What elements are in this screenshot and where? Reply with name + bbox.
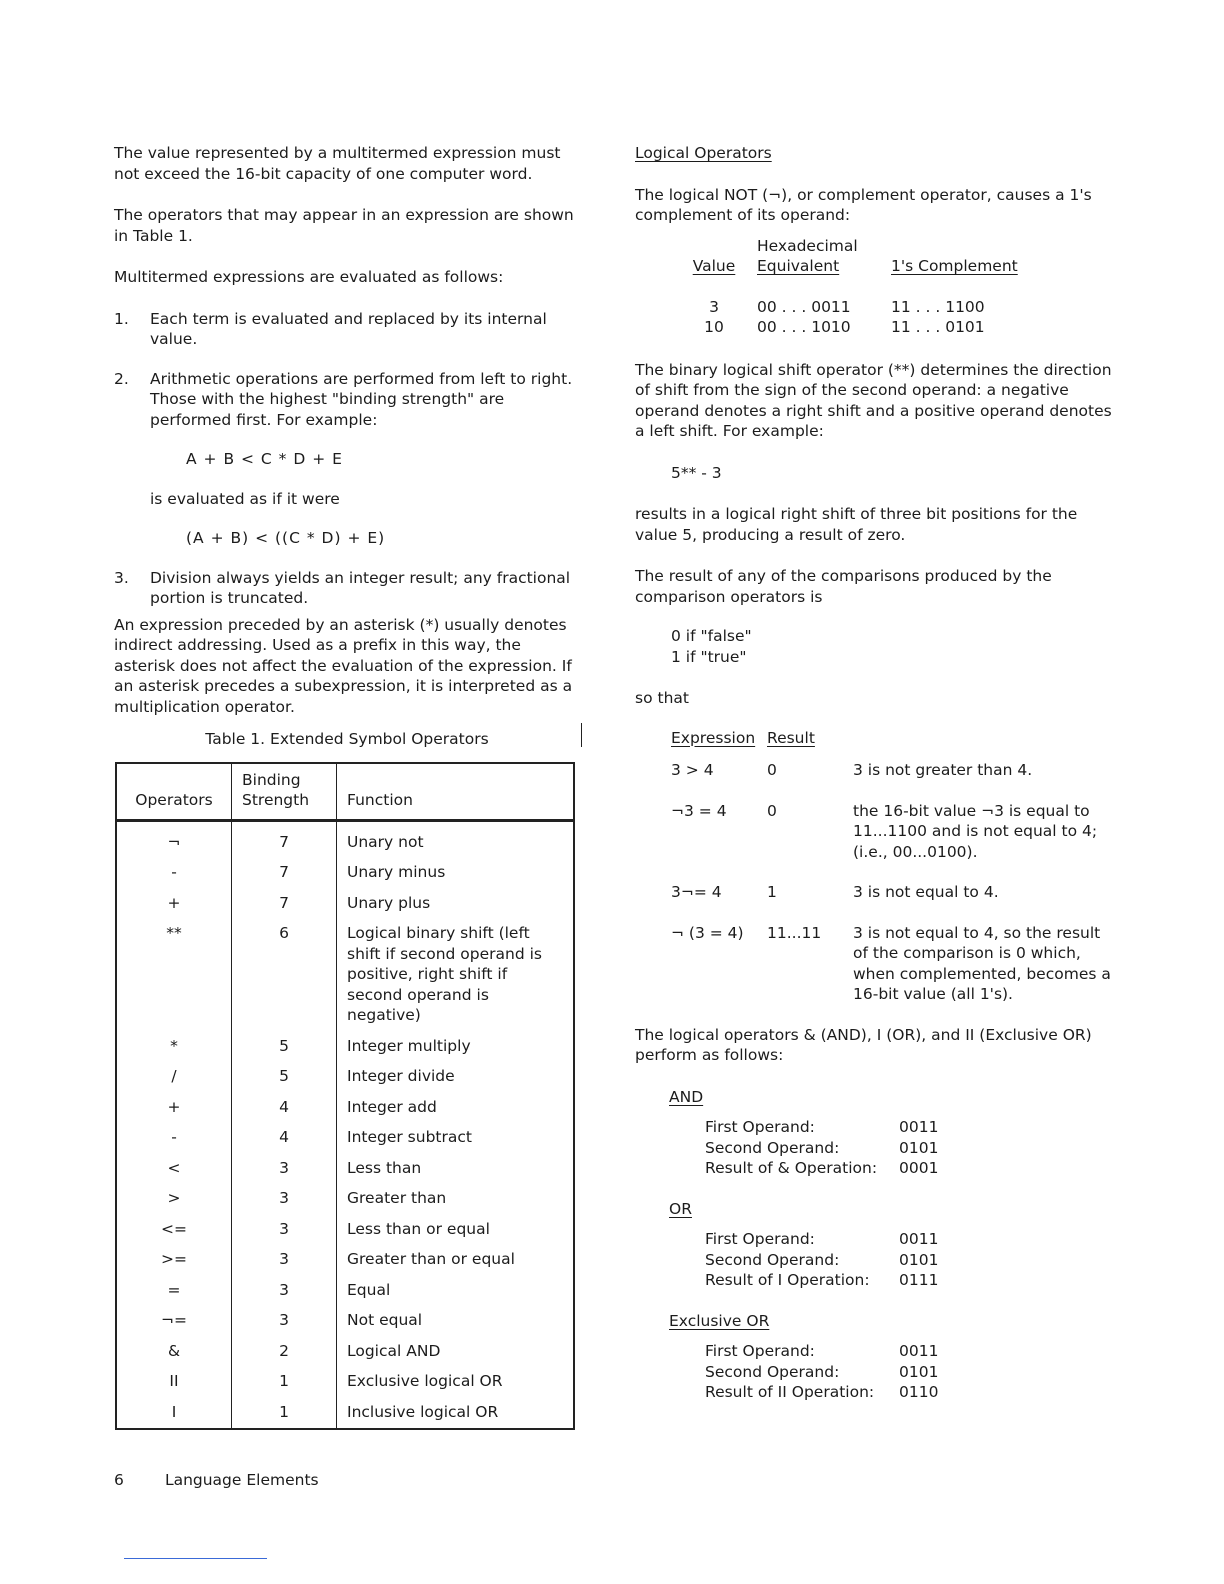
function-cell: Integer multiply: [337, 1031, 575, 1062]
table-row: [116, 1366, 574, 1397]
explanation-cell: 3 is not equal to 4, so the result of the comparison is 0 which, when complemented, becomes a 16-bit value (all 1's).: [853, 923, 1111, 1003]
results-header: [671, 728, 1113, 749]
value-cell: 10: [704, 318, 724, 336]
function-cell: Greater than: [337, 1183, 575, 1214]
binding-strength-cell: 3: [232, 1305, 337, 1336]
operand-label: Second Operand:: [705, 1138, 840, 1157]
binding-strength-cell: 7: [232, 820, 337, 857]
binding-strength-cell: 6: [232, 918, 337, 1031]
binding-strength-cell: 3: [232, 1214, 337, 1245]
list-item-3: [114, 568, 580, 609]
operand-label: First Operand:: [705, 1230, 815, 1248]
operand-row: [705, 1158, 1113, 1179]
operator-cell: <: [167, 1158, 181, 1177]
operator-cell: -: [171, 863, 177, 881]
operand-label: First Operand:: [705, 1342, 815, 1360]
expression-cell: ¬3 = 4: [671, 801, 727, 820]
operator-cell: I: [171, 1402, 177, 1421]
binding-strength-cell: 7: [232, 857, 337, 888]
result-row: [671, 882, 1113, 903]
binding-strength-cell: 3: [232, 1275, 337, 1306]
change-bar: [581, 723, 582, 747]
paragraph-logical-not: The logical NOT (¬), or complement operator, causes a 1's complement of its operand:: [635, 185, 1092, 224]
paragraph-logical-ops: The logical operators & (AND), I (OR), and II (Exclusive OR) perform as follows:: [635, 1025, 1092, 1064]
binding-strength-cell: 2: [232, 1336, 337, 1367]
operand-label: Result of II Operation:: [705, 1383, 875, 1401]
operand-row: [705, 1341, 1113, 1362]
table-header-row: [116, 763, 574, 821]
paragraph-comparisons: The result of any of the comparisons produced by the comparison operators is: [635, 567, 1052, 606]
and-title: AND: [669, 1087, 704, 1106]
table-caption-text: Table 1. Extended Symbol Operators: [205, 730, 489, 748]
function-cell: Inclusive logical OR: [337, 1397, 575, 1430]
function-cell: Less than: [337, 1153, 575, 1184]
table-row: [116, 1061, 574, 1092]
table-row: [116, 918, 574, 1031]
and-block: [669, 1087, 1113, 1179]
operators-table: [115, 762, 575, 1431]
paragraph-word-capacity: The value represented by a multitermed expression must not exceed the 16-bit capacity of one computer word.: [114, 144, 561, 183]
binding-strength-cell: 1: [232, 1366, 337, 1397]
list-number: 3.: [114, 568, 129, 587]
header-binding-strength: Binding Strength: [232, 763, 337, 821]
binding-strength-cell: 3: [232, 1183, 337, 1214]
function-cell: Greater than or equal: [337, 1244, 575, 1275]
expression-cell: 3 > 4: [671, 761, 714, 779]
function-cell: Logical AND: [337, 1336, 575, 1367]
xor-block: [669, 1311, 1113, 1403]
list-text: Arithmetic operations are performed from left to right. Those with the highest "binding strength" are performed first. For example:: [150, 369, 573, 429]
operand-label: Result of & Operation:: [705, 1159, 878, 1177]
binding-strength-cell: 4: [232, 1092, 337, 1123]
table-row: [116, 888, 574, 919]
table-row: [116, 1214, 574, 1245]
table-row: [116, 1031, 574, 1062]
function-cell: Unary not: [337, 820, 575, 857]
or-title: OR: [669, 1199, 692, 1218]
binding-strength-cell: 5: [232, 1061, 337, 1092]
function-cell: Unary minus: [337, 857, 575, 888]
header-equivalent: Equivalent: [757, 257, 840, 275]
result-cell: 11...11: [767, 923, 822, 942]
table-row: [116, 1183, 574, 1214]
table-row: [116, 1336, 574, 1367]
list-text: Division always yields an integer result; any fractional portion is truncated.: [150, 568, 571, 607]
complement-header-top: [671, 236, 1113, 257]
header-hexadecimal: Hexadecimal: [757, 236, 858, 255]
paragraph-shift-operator: The binary logical shift operator (**) determines the direction of shift from the sign of the second operand: a negative operand denotes a right shift and a positive operand denotes a left shift. For example:: [635, 360, 1112, 440]
paragraph-evaluation-intro: Multitermed expressions are evaluated as follows:: [114, 268, 504, 286]
table-row: [116, 1153, 574, 1184]
table-row: [116, 820, 574, 857]
header-complement: 1's Complement: [891, 257, 1018, 275]
shift-example: 5** - 3: [671, 463, 722, 482]
operand-value: 0101: [899, 1250, 939, 1269]
operand-label: Second Operand:: [705, 1250, 840, 1269]
operator-cell: -: [171, 1128, 177, 1146]
binding-strength-cell: 4: [232, 1122, 337, 1153]
function-cell: Equal: [337, 1275, 575, 1306]
operand-value: 0101: [899, 1138, 939, 1157]
complement-cell: 11 . . . 0101: [891, 318, 985, 336]
result-cell: 0: [767, 801, 777, 820]
list-text: Each term is evaluated and replaced by its internal value.: [150, 309, 547, 348]
explanation-cell: 3 is not greater than 4.: [853, 761, 1033, 779]
function-cell: Less than or equal: [337, 1214, 575, 1245]
explanation-cell: 3 is not equal to 4.: [853, 883, 999, 901]
complement-header: [671, 256, 1113, 277]
paragraph-asterisk: An expression preceded by an asterisk (*) usually denotes indirect addressing. Used as a prefix in this way, the asterisk does not affect the evaluation of the expression. If an asterisk precedes a subexpression, it is interpreted as a multiplication operator.: [114, 615, 573, 716]
result-row: [671, 801, 1113, 863]
operand-value: 0011: [899, 1118, 939, 1136]
footer-section: Language Elements: [164, 1471, 319, 1489]
list-item-1: [114, 309, 580, 350]
binding-strength-cell: 7: [232, 888, 337, 919]
operator-cell: ¬: [167, 832, 181, 851]
function-cell: Exclusive logical OR: [337, 1366, 575, 1397]
operator-cell: /: [171, 1067, 177, 1085]
table-row: [116, 1397, 574, 1430]
table-row: [116, 1092, 574, 1123]
list-number: 1.: [114, 309, 129, 328]
header-function: Function: [337, 763, 575, 821]
binding-strength-cell: 3: [232, 1153, 337, 1184]
binding-strength-cell: 3: [232, 1244, 337, 1275]
operator-cell: >: [167, 1189, 181, 1207]
hex-cell: 00 . . . 0011: [757, 297, 851, 316]
paragraph-operators-intro: The operators that may appear in an expression are shown in Table 1.: [114, 206, 574, 245]
result-row: [671, 923, 1113, 1005]
page-number: 6: [114, 1471, 124, 1489]
operator-cell: =: [167, 1280, 181, 1299]
binding-strength-cell: 5: [232, 1031, 337, 1062]
section-heading-logical-operators: Logical Operators: [635, 144, 772, 162]
header-value: Value: [692, 257, 736, 275]
header-result: Result: [767, 728, 815, 747]
bottom-rule: [124, 1558, 267, 1559]
table-row: [116, 1122, 574, 1153]
header-operators: Operators: [116, 763, 232, 821]
complement-row: [671, 297, 1113, 318]
result-row: [671, 760, 1113, 781]
table-row: [116, 1244, 574, 1275]
operand-label: Result of I Operation:: [705, 1271, 870, 1289]
operator-cell: II: [169, 1372, 179, 1390]
expression-cell: ¬ (3 = 4): [671, 923, 744, 942]
operand-row: [705, 1117, 1113, 1138]
operand-row: [705, 1138, 1113, 1159]
operator-cell: &: [167, 1341, 181, 1360]
result-cell: 1: [767, 883, 777, 901]
hex-cell: 00 . . . 1010: [757, 318, 851, 336]
operand-row: [705, 1270, 1113, 1291]
list-item-2: [114, 369, 580, 431]
operand-value: 0001: [899, 1159, 939, 1177]
operand-row: [705, 1229, 1113, 1250]
operator-cell: **: [166, 924, 182, 942]
operand-row: [705, 1250, 1113, 1271]
operator-cell: ¬=: [161, 1311, 187, 1329]
table-row: [116, 1305, 574, 1336]
operand-value: 0011: [899, 1230, 939, 1248]
xor-title: Exclusive OR: [669, 1311, 770, 1330]
function-cell: Not equal: [337, 1305, 575, 1336]
complement-cell: 11 . . . 1100: [891, 297, 985, 316]
complement-table: [671, 236, 1113, 338]
operand-row: [705, 1362, 1113, 1383]
operator-cell: >=: [161, 1250, 187, 1268]
result-cell: 0: [767, 761, 777, 779]
operand-value: 0101: [899, 1362, 939, 1381]
operator-cell: <=: [161, 1219, 187, 1238]
table-caption: [114, 729, 580, 750]
explanation-cell: the 16-bit value ¬3 is equal to 11...1100 and is not equal to 4; (i.e., 00...0100).: [853, 801, 1098, 861]
operator-cell: +: [167, 893, 181, 912]
page-footer: [114, 1470, 319, 1491]
binding-strength-cell: 1: [232, 1397, 337, 1430]
operand-value: 0111: [899, 1271, 939, 1289]
table-row: [116, 1275, 574, 1306]
operand-label: First Operand:: [705, 1118, 815, 1136]
operand-value: 0110: [899, 1383, 939, 1401]
function-cell: Logical binary shift (left shift if second operand is positive, right shift if second operand is negative): [337, 918, 575, 1031]
operator-cell: +: [167, 1097, 181, 1116]
value-cell: 3: [709, 297, 719, 316]
list-number: 2.: [114, 369, 129, 388]
left-column: [114, 143, 580, 1430]
evaluated-as-text: is evaluated as if it were: [150, 489, 340, 508]
or-block: [669, 1199, 1113, 1291]
so-that-text: so that: [635, 689, 689, 707]
operator-cell: *: [170, 1036, 178, 1055]
expression-cell: 3¬= 4: [671, 883, 722, 901]
paragraph-shift-result: results in a logical right shift of three bit positions for the value 5, producing a result of zero.: [635, 505, 1078, 544]
operand-label: Second Operand:: [705, 1362, 840, 1381]
right-column: [635, 143, 1113, 1423]
results-list: [635, 760, 1113, 1005]
table-row: [116, 857, 574, 888]
false-line: 0 if "false": [671, 627, 752, 645]
operand-value: 0011: [899, 1342, 939, 1360]
function-cell: Integer divide: [337, 1061, 575, 1092]
function-cell: Unary plus: [337, 888, 575, 919]
formula-equivalent: (A + B) < ((C * D) + E): [186, 529, 386, 547]
function-cell: Integer subtract: [337, 1122, 575, 1153]
complement-row: [671, 317, 1113, 338]
formula-example: A + B < C * D + E: [186, 450, 343, 468]
true-line: 1 if "true": [671, 647, 747, 666]
operand-row: [705, 1382, 1113, 1403]
function-cell: Integer add: [337, 1092, 575, 1123]
header-expression: Expression: [671, 728, 756, 747]
truth-values: [671, 626, 1113, 667]
